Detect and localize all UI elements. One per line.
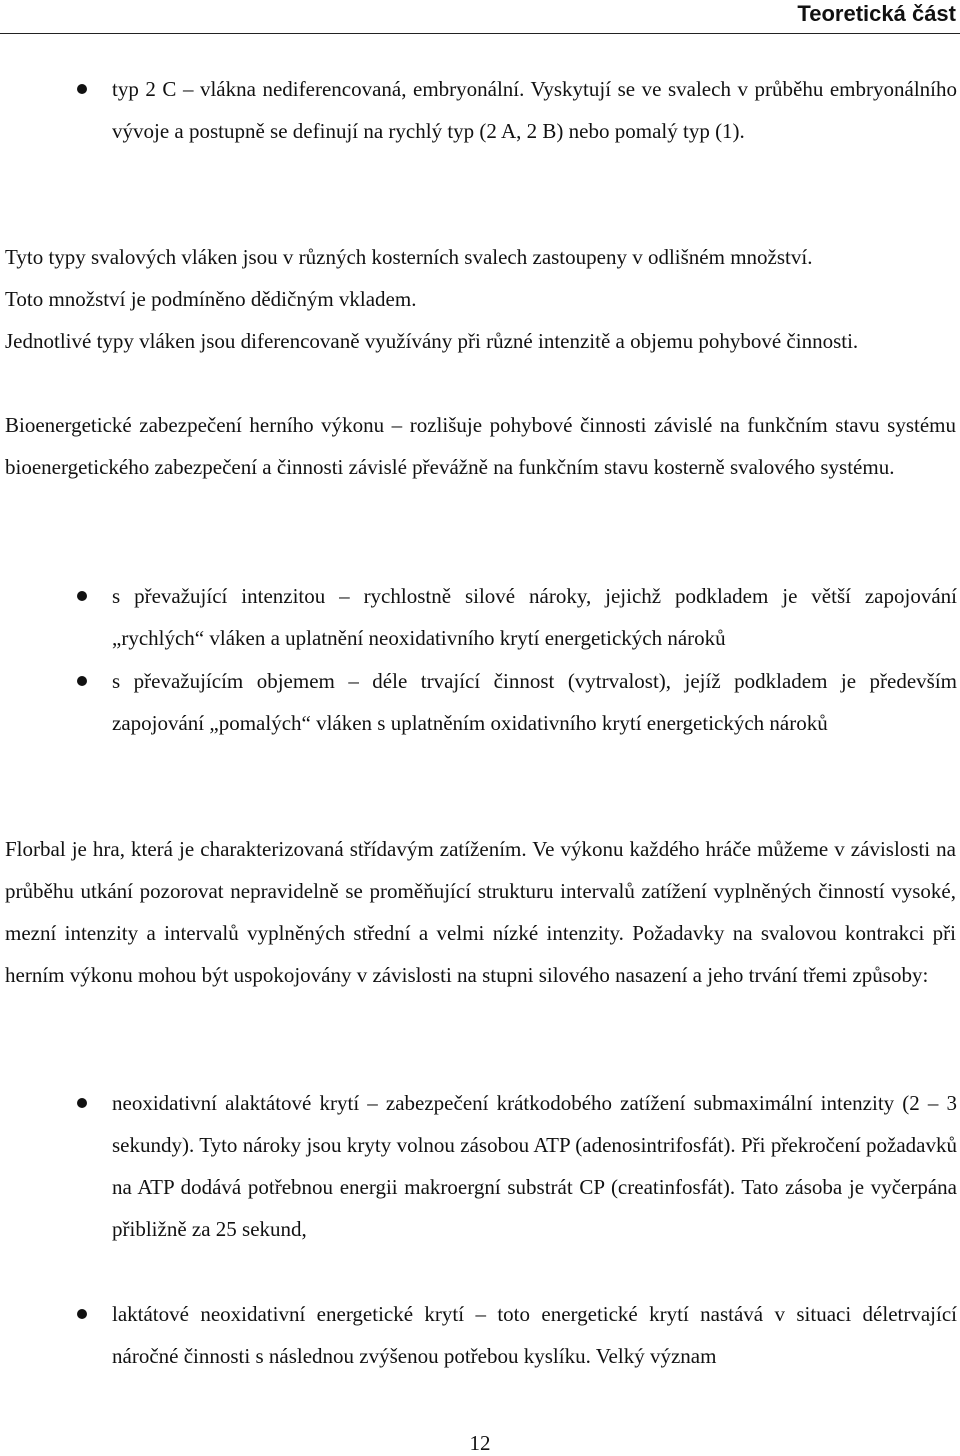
list-item-text: s převažující intenzitou – rychlostně silové nároky, jejichž podkladem je větší zapojování „rychlých“ vláken a uplatnění neoxidativního krytí energetických nároků	[112, 584, 957, 650]
bullet-icon	[77, 676, 87, 686]
paragraph: Bioenergetické zabezpečení herního výkonu – rozlišuje pohybové činnosti závislé na funkčním stavu systému bioenergetického zabezpečení a činnosti závislé převážně na funkčním stavu kosterně svalového systému.	[5, 413, 956, 479]
bullet-icon	[77, 1309, 87, 1319]
list-item-text: neoxidativní alaktátové krytí – zabezpečení krátkodobého zatížení submaximální intenzity (2 – 3 sekundy). Tyto nároky jsou kryty volnou zásobou ATP (adenosintrifosfát). Při překročení požadavků na ATP dodává potřebnou energii makroergní substrát CP (creatinfosfát). Tato zásoba je vyčerpána přibližně za 25 sekund,	[112, 1091, 957, 1241]
paragraph: Florbal je hra, která je charakterizovaná střídavým zatížením. Ve výkonu každého hráče můžeme v závislosti na průběhu utkání pozorovat nepravidelně se proměňující strukturu intervalů zatížení vyplněných činností vysoké, mezní intenzity a intervalů vyplněných střední a velmi nízké intenzity. Požadavky na svalovou kontrakci při herním výkonu mohou být uspokojovány v závislosti na stupni silového nasazení a jeho trvání třemi způsoby:	[5, 837, 956, 987]
page-number: 12	[469, 1431, 491, 1455]
list-item-text: typ 2 C – vlákna nediferencovaná, embryonální. Vyskytují se ve svalech v průběhu embryonálního vývoje a postupně se definují na rychlý typ (2 A, 2 B) nebo pomalý typ (1).	[112, 77, 957, 143]
page-header	[0, 0, 960, 36]
paragraph: Jednotlivé typy vláken jsou diferencovaně využívány při různé intenzitě a objemu pohybové činnosti.	[5, 329, 859, 353]
bullet-icon	[77, 591, 87, 601]
list-item-text: s převažujícím objemem – déle trvající činnost (vytrvalost), jejíž podkladem je především zapojování „pomalých“ vláken s uplatněním oxidativního krytí energetických nároků	[112, 669, 957, 735]
paragraph: Tyto typy svalových vláken jsou v různých kosterních svalech zastoupeny v odlišném množství.	[5, 245, 813, 269]
paragraph: Toto množství je podmíněno dědičným vkladem.	[5, 287, 417, 311]
section-title: Teoretická část	[797, 1, 956, 26]
bullet-icon	[77, 84, 87, 94]
header-divider	[0, 33, 960, 34]
bullet-icon	[77, 1098, 87, 1108]
list-item-text: laktátové neoxidativní energetické krytí – toto energetické krytí nastává v situaci déletrvající náročné činnosti s následnou zvýšenou potřebou kyslíku. Velký význam	[112, 1302, 957, 1368]
